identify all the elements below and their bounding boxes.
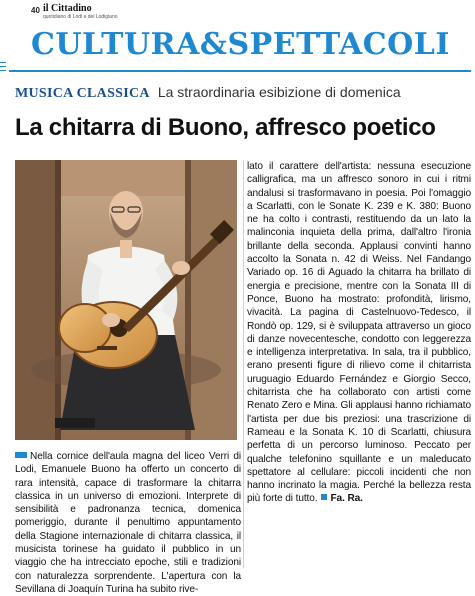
- margin-ticks: [0, 62, 6, 74]
- article-column-left: [15, 450, 241, 596]
- section-rule: [9, 70, 471, 72]
- author-signature: Fa. Ra.: [330, 493, 363, 505]
- kicker-row: [15, 84, 401, 104]
- section-word-2: SPETTACOLI: [227, 27, 450, 62]
- section-ampersand: &: [199, 27, 228, 62]
- column-divider: [243, 160, 244, 568]
- logo-title: il Cittadino: [43, 3, 92, 14]
- logo-subtitle: quotidiano di Lodi e del Lodigiano: [43, 14, 118, 20]
- guitarist-photo: [15, 160, 237, 440]
- page-number: 40: [31, 6, 40, 15]
- newspaper-logo: [43, 3, 123, 23]
- masthead: [0, 0, 475, 26]
- section-title: [31, 24, 471, 66]
- kicker-subtitle: La straordinaria esibizione di domenica: [157, 84, 401, 100]
- kicker: MUSICA CLASSICA: [15, 86, 150, 101]
- headline: La chitarra di Buono, affresco poetico: [15, 114, 436, 141]
- section-word-1: CULTURA: [31, 27, 200, 62]
- signature-marker: [321, 494, 327, 500]
- article-column-right: [247, 160, 471, 506]
- right-column-text: lato il carattere dell'artista: nessuna esecuzione calligrafica, ma un affresco sonoro in cui i ritmi andalusi si trasformavano in poesia. Poi l'omaggio a Scarlatti, con le Sonate K. 239 e K. 380: Buono ne ha colto i contrasti, restituendo da un lato la malinconia inquieta della prima, dall'altro l'ironia brillante della seconda. Applausi convinti hanno accolto la Sonata n. 42 di Weiss. Nel Fandango Variado op. 16 di Aguado la chitarra ha brillato di energia e precisione, mentre con la Sonata III di Ponce, Buono ha mostrato: profondità, lirismo, vivacità. La pagina di Castelnuovo-Tedesco, il Rondò op. 129, si è sviluppata attraverso un gioco di danze novecentesche, condotto con leggerezza e intelligenza interpretativa. In sala, tra il pubblico, erano presenti figure di rilievo come il chitarrista uruguagio Eduardo Fernández e Giorgio Secco, chitarrista che ha collaborato con artisti come Renato Zero e Mina. Gli applausi hanno richiamato l'artista per due bis preziosi: una trascrizione di Rameau e la Sonata K. 10 di Scarlatti, chiusura perfetta di un percorso luminoso. Peccato per qualche telefonino squillante e un maleducato spettatore al cellulare: piccoli incidenti che non hanno incrinato la magia. Perché la bellezza resta più forte di tutto.: [247, 161, 471, 505]
- paragraph-marker: [15, 452, 27, 458]
- left-column-text: Nella cornice dell'aula magna del liceo Verri di Lodi, Emanuele Buono ha offerto un concerto di rara intensità, capace di trasformare la chitarra classica in un universo di emozioni. Interprete di sensibilità e padronanza tecnica, domenica pomeriggio, durante il penultimo appuntamento della Stagione internazionale di chitarra classica, il musicista torinese ha guidato il pubblico in un viaggio che ha intrecciato epoche, stili e tradizioni con naturalezza sorprendente. L'apertura con la Sevillana di Joaquín Turina ha subito rive-: [15, 451, 241, 595]
